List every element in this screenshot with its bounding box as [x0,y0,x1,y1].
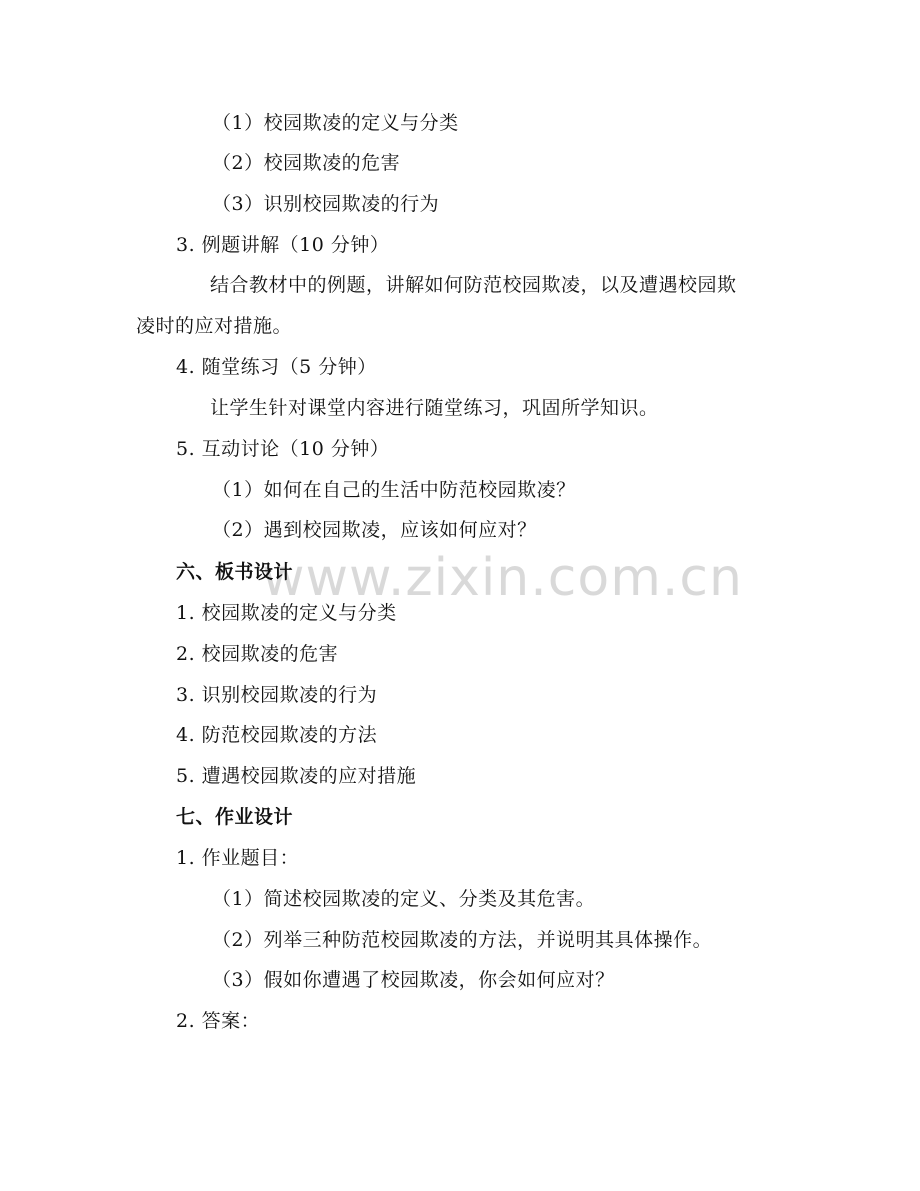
homework-subitem-3: （3）假如你遭遇了校园欺凌，你会如何应对？ [212,969,615,991]
item-practice: 4. 随堂练习（5 分钟） [176,356,377,378]
subitem-discussion-2: （2）遇到校园欺凌，应该如何应对？ [212,519,537,541]
item-example: 3. 例题讲解（10 分钟） [176,234,390,256]
board-item-3: 3. 识别校园欺凌的行为 [176,684,378,706]
board-item-1: 1. 校园欺凌的定义与分类 [176,602,397,624]
subitem-definition: （1）校园欺凌的定义与分类 [212,112,459,134]
paragraph-example-line1: 结合教材中的例题，讲解如何防范校园欺凌，以及遭遇校园欺 [210,274,737,296]
homework-item-1: 1. 作业题目： [176,847,300,869]
homework-subitem-2: （2）列举三种防范校园欺凌的方法，并说明其具体操作。 [212,929,713,951]
board-item-4: 4. 防范校园欺凌的方法 [176,724,378,746]
board-item-5: 5. 遭遇校园欺凌的应对措施 [176,765,417,787]
section-heading-homework: 七、作业设计 [176,806,294,828]
subitem-harm: （2）校园欺凌的危害 [212,152,401,174]
homework-subitem-1: （1）简述校园欺凌的定义、分类及其危害。 [212,888,596,910]
homework-item-2: 2. 答案： [176,1010,261,1032]
item-discussion: 5. 互动讨论（10 分钟） [176,438,390,460]
watermark: www.zixin.com.cn [262,548,743,608]
subitem-discussion-1: （1）如何在自己的生活中防范校园欺凌？ [212,479,576,501]
section-heading-board-design: 六、板书设计 [176,561,294,583]
subitem-identify: （3）识别校园欺凌的行为 [212,193,440,215]
paragraph-practice: 让学生针对课堂内容进行随堂练习，巩固所学知识。 [210,397,659,419]
paragraph-example-line2: 凌时的应对措施。 [136,315,293,337]
board-item-2: 2. 校园欺凌的危害 [176,643,339,665]
